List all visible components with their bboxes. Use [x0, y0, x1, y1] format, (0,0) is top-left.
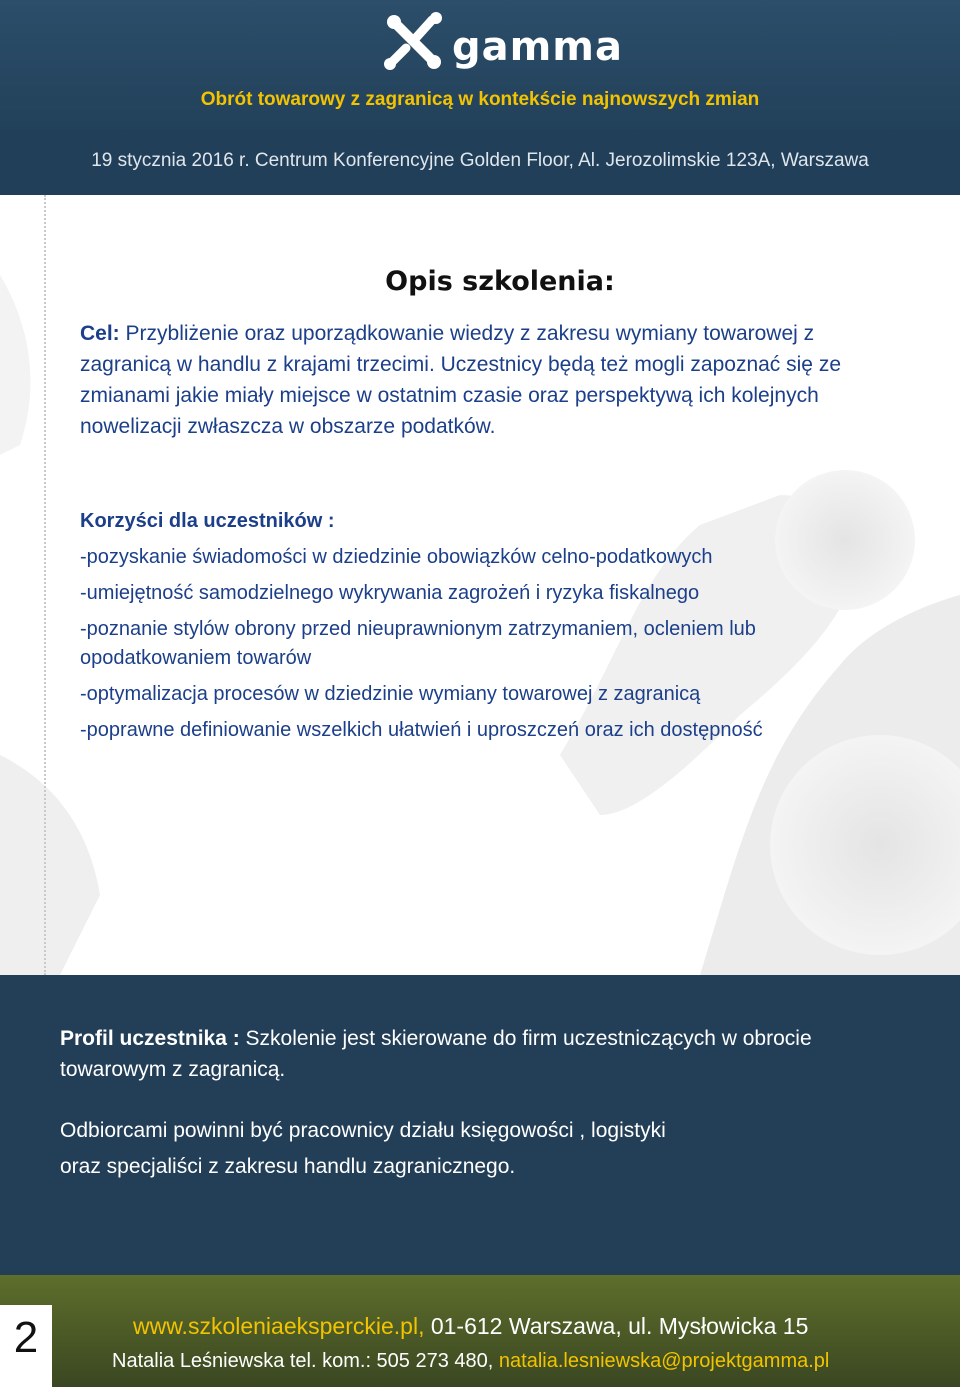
- recipients-line: oraz specjaliści z zakresu handlu zagranicznego.: [60, 1155, 516, 1178]
- benefit-item: -umiejętność samodzielnego wykrywania zagrożeń i ryzyka fiskalnego: [80, 582, 700, 604]
- profile-paragraph: [60, 1023, 880, 1085]
- benefits-heading: Korzyści dla uczestników :: [80, 510, 335, 532]
- event-info: 19 stycznia 2016 r. Centrum Konferencyjne Golden Floor, Al. Jerozolimskie 123A, Warszawa: [91, 150, 869, 171]
- page-number: 2: [13, 1313, 39, 1362]
- section-heading: Opis szkolenia:: [385, 266, 615, 297]
- website-link[interactable]: www.szkoleniaeksperckie.pl,: [133, 1313, 425, 1339]
- gamma-logo-icon: [380, 10, 450, 72]
- page-header: [0, 0, 960, 195]
- profile-text: Szkolenie jest skierowane do firm uczestniczących w obrocie towarowym z zagranicą.: [60, 1027, 812, 1081]
- profile-label: Profil uczestnika :: [60, 1027, 240, 1050]
- event-title: Obrót towarowy z zagranicą w kontekście najnowszych zmian: [200, 89, 760, 110]
- gamma-logo: [380, 10, 623, 72]
- email-link[interactable]: natalia.lesniewska@projektgamma.pl: [498, 1350, 830, 1372]
- recipients-paragraph: [60, 1113, 900, 1185]
- footer-contact-line: [112, 1350, 829, 1373]
- benefit-item: -poprawne definiowanie wszelkich ułatwień i uproszczeń oraz ich dostępność: [80, 719, 763, 741]
- goal-text: Przybliżenie oraz uporządkowanie wiedzy z zakresu wymiany towarowej z zagranicą w handlu z krajami trzecimi. Uczestnicy będą też mogli zapoznać się ze zmianami jakie miały miejsce w ostatnim czasie oraz perspektywą ich kolejnych nowelizacji zwłaszcza w obszarze podatków.: [80, 322, 841, 438]
- footer-address: 01-612 Warszawa, ul. Mysłowicka 15: [424, 1313, 809, 1339]
- footer-address-line: [133, 1313, 808, 1340]
- benefit-item: -optymalizacja procesów w dziedzinie wymiany towarowej z zagranicą: [80, 683, 701, 705]
- recipients-line: Odbiorcami powinni być pracownicy działu księgowości , logistyki: [60, 1119, 666, 1142]
- logo-text: gamma: [452, 24, 623, 70]
- benefits-list: [80, 543, 880, 752]
- dotted-divider: [44, 195, 46, 975]
- goal-paragraph: [80, 318, 880, 442]
- footer-contact: Natalia Leśniewska tel. kom.: 505 273 480,: [112, 1350, 499, 1372]
- benefit-item: -pozyskanie świadomości w dziedzinie obowiązków celno-podatkowych: [80, 546, 713, 568]
- benefit-item: -poznanie stylów obrony przed nieuprawnionym zatrzymaniem, ocleniem lub opodatkowaniem towarów: [80, 618, 756, 669]
- goal-label: Cel:: [80, 322, 120, 345]
